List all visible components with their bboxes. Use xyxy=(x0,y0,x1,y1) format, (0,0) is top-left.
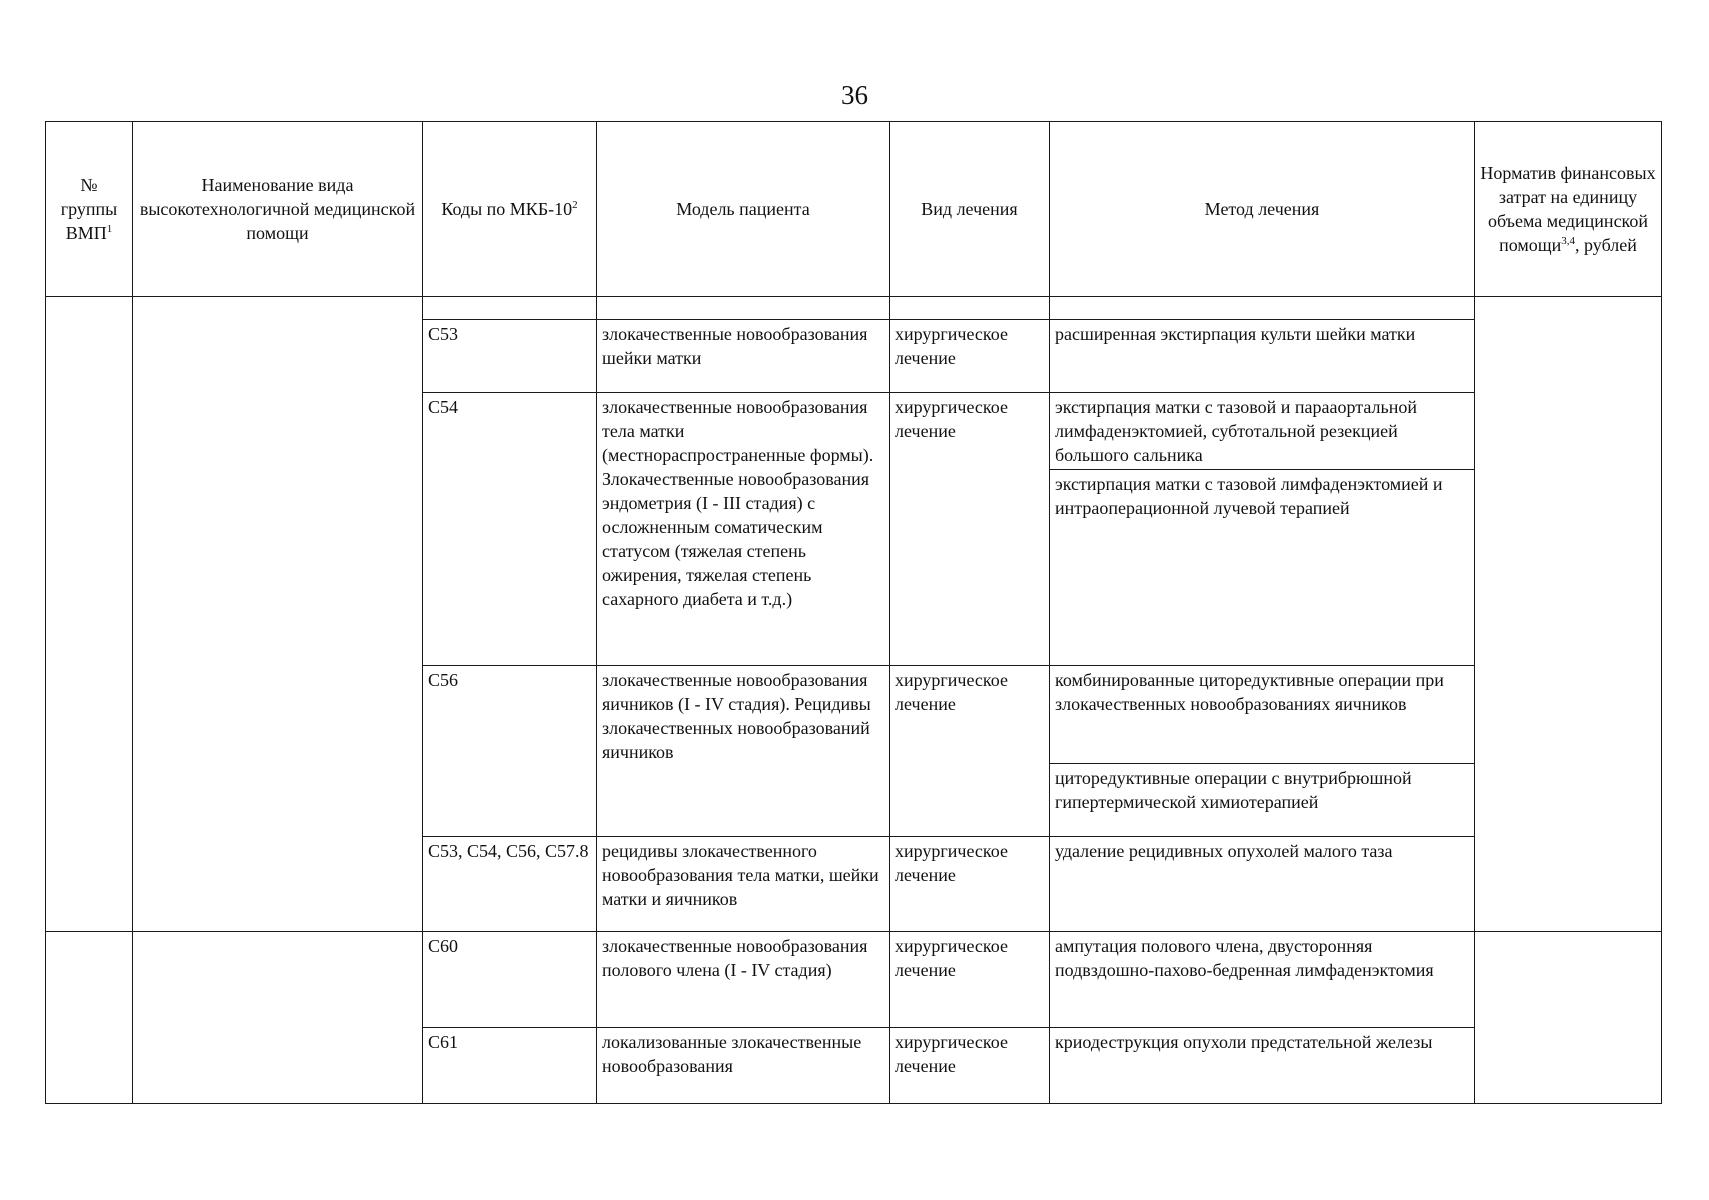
treatment-method-cell: удаление рецидивных опухолей малого таза xyxy=(1050,837,1475,932)
treatment-type-cell: хирургическое лечение xyxy=(890,320,1050,393)
icd-code-cell: C53, C54, C56, C57.8 xyxy=(423,837,597,932)
vmp-name-cell xyxy=(133,932,423,1104)
treatment-method-cell: экстирпация матки с тазовой лимфаденэктомией и интраоперационной лучевой терапией xyxy=(1050,470,1475,666)
icd-code-cell: C53 xyxy=(423,320,597,393)
header-vmp-name: Наименование вида высокотехнологичной медицинской помощи xyxy=(133,122,423,297)
icd-code-cell: C60 xyxy=(423,932,597,1028)
icd-code-cell: C56 xyxy=(423,666,597,837)
treatment-type-cell: хирургическое лечение xyxy=(890,1028,1050,1104)
patient-model-cell: злокачественные новообразования яичников (I - IV стадия). Рецидивы злокачественных новообразований яичников xyxy=(597,666,890,837)
patient-model-cell: злокачественные новообразования тела матки (местнораспространенные формы). Злокачественные новообразования эндометрия (I - III стадия) с осложненным соматическим статусом (тяжелая степень ожирения, тяжелая степень сахарного диабета и т.д.) xyxy=(597,393,890,666)
patient-model-cell: рецидивы злокачественного новообразования тела матки, шейки матки и яичников xyxy=(597,837,890,932)
treatment-type-cell: хирургическое лечение xyxy=(890,666,1050,837)
header-icd-codes: Коды по МКБ-$10^2$ xyxy=(423,122,597,297)
header-patient-model: Модель пациента xyxy=(597,122,890,297)
treatment-method-cell: комбинированные циторедуктивные операции при злокачественных новообразованиях яичников xyxy=(1050,666,1475,764)
header-cost-norm: Норматив финансовых затрат на единицу объема медицинской помощи$^{3,4}$, рублей xyxy=(1475,122,1662,297)
treatment-type-cell: хирургическое лечение xyxy=(890,393,1050,666)
table-header-row xyxy=(46,122,1662,297)
icd-code-cell: C61 xyxy=(423,1028,597,1104)
icd-code-cell: C54 xyxy=(423,393,597,666)
cost-norm-cell xyxy=(1475,297,1662,932)
patient-model-cell: злокачественные новообразования полового члена (I - IV стадия) xyxy=(597,932,890,1028)
treatment-type-cell: хирургическое лечение xyxy=(890,837,1050,932)
cost-norm-cell xyxy=(1475,932,1662,1104)
vmp-table xyxy=(45,121,1662,1104)
group-no-cell xyxy=(46,297,133,932)
page-number: 36 xyxy=(841,80,868,110)
header-treatment-method: Метод лечения xyxy=(1050,122,1475,297)
treatment-method-cell: экстирпация матки с тазовой и парааортальной лимфаденэктомией, субтотальной резекцией большого сальника xyxy=(1050,393,1475,470)
treatment-method-cell: ампутация полового члена, двусторонняя подвздошно-пахово-бедренная лимфаденэктомия xyxy=(1050,932,1475,1028)
header-group-no: № группы ВМП$^1$ xyxy=(46,122,133,297)
treatment-method-cell: криодеструкция опухоли предстательной железы xyxy=(1050,1028,1475,1104)
treatment-type-cell: хирургическое лечение xyxy=(890,932,1050,1028)
table-row xyxy=(46,932,1662,1028)
patient-model-cell: локализованные злокачественные новообразования xyxy=(597,1028,890,1104)
treatment-method-cell: расширенная экстирпация культи шейки матки xyxy=(1050,320,1475,393)
header-treatment-type: Вид лечения xyxy=(890,122,1050,297)
table-row-spacer xyxy=(46,297,1662,320)
treatment-method-cell: циторедуктивные операции с внутрибрюшной гипертермической химиотерапией xyxy=(1050,764,1475,837)
group-no-cell xyxy=(46,932,133,1104)
vmp-name-cell xyxy=(133,297,423,932)
patient-model-cell: злокачественные новообразования шейки матки xyxy=(597,320,890,393)
